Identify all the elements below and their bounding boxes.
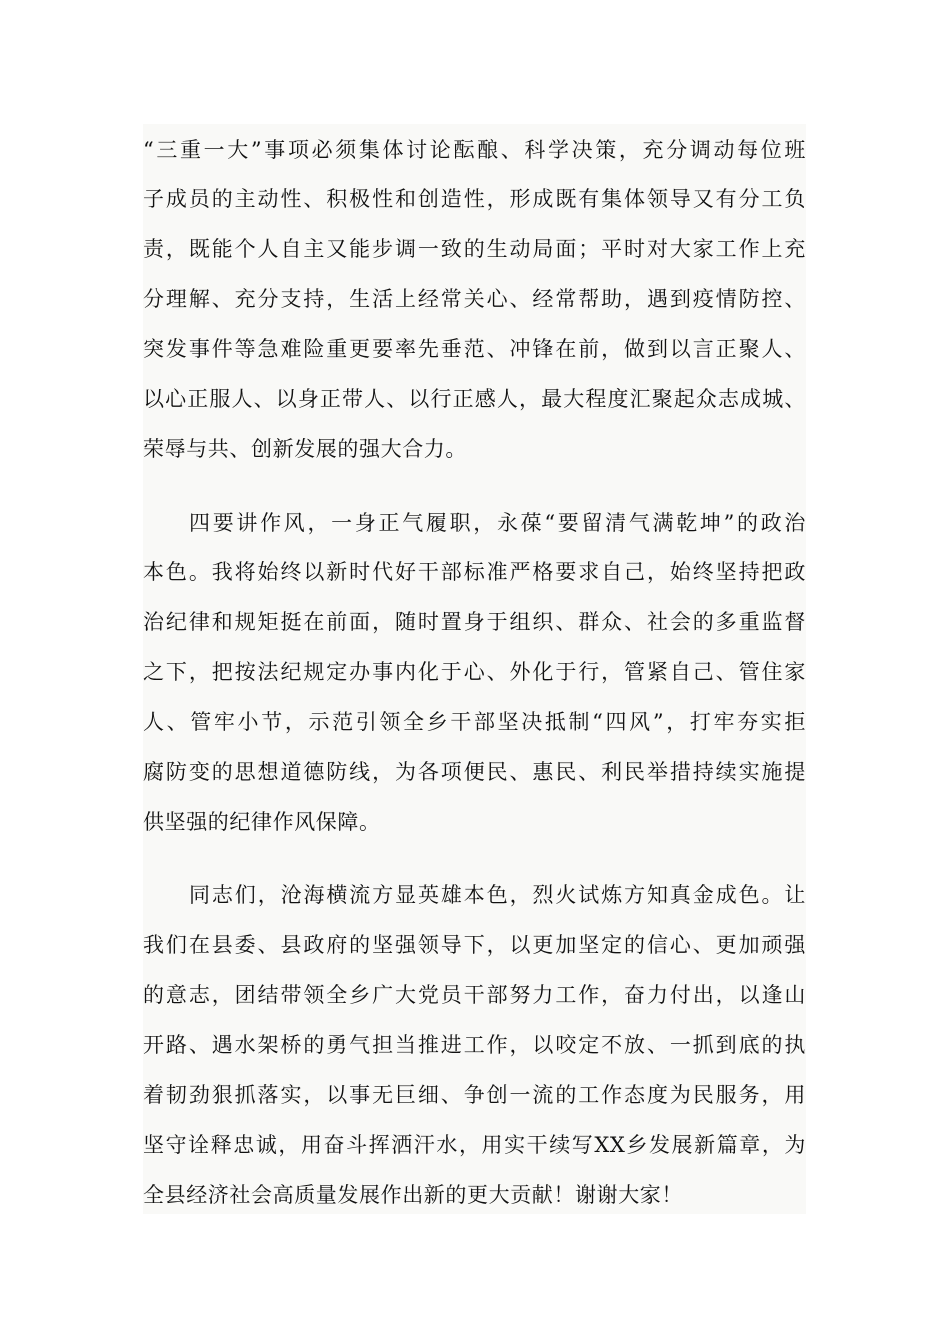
paragraph-line: 本色。我将始终以新时代好干部标准严格要求自己，始终坚持把政 bbox=[143, 560, 806, 584]
paragraph-line: 突发事件等急难险重更要率先垂范、冲锋在前，做到以言正聚人、 bbox=[143, 337, 806, 361]
paragraph-line: 的意志，团结带领全乡广大党员干部努力工作，奋力付出，以逢山 bbox=[143, 983, 806, 1007]
paragraph-line: 荣辱与共、创新发展的强大合力。 bbox=[143, 437, 467, 461]
paragraph-line: 人、管牢小节，示范引领全乡干部坚决抵制“四风”，打牢夯实拒 bbox=[143, 710, 806, 734]
paragraph-line: 分理解、充分支持，生活上经常关心、经常帮助，遇到疫情防控、 bbox=[143, 287, 806, 311]
paragraph-line: 开路、遇水架桥的勇气担当推进工作，以咬定不放、一抓到底的执 bbox=[143, 1033, 806, 1057]
document-body bbox=[143, 124, 806, 1214]
paragraph-line: 坚守诠释忠诚，用奋斗挥洒汗水，用实干续写XX乡发展新篇章，为 bbox=[143, 1133, 806, 1157]
paragraph-line: 四要讲作风，一身正气履职，永葆“要留清气满乾坤”的政治 bbox=[189, 511, 806, 535]
paragraph-line: 治纪律和规矩挺在前面，随时置身于组织、群众、社会的多重监督 bbox=[143, 610, 806, 634]
paragraph-line: 子成员的主动性、积极性和创造性，形成既有集体领导又有分工负 bbox=[143, 187, 806, 211]
paragraph-line: 着韧劲狠抓落实，以事无巨细、争创一流的工作态度为民服务，用 bbox=[143, 1083, 806, 1107]
paragraph-line: 以心正服人、以身正带人、以行正感人，最大程度汇聚起众志成城、 bbox=[143, 387, 806, 411]
paragraph-line: 全县经济社会高质量发展作出新的更大贡献！谢谢大家！ bbox=[143, 1183, 683, 1207]
paragraph-line: 供坚强的纪律作风保障。 bbox=[143, 810, 381, 834]
paragraph-line: 同志们，沧海横流方显英雄本色，烈火试炼方知真金成色。让 bbox=[189, 883, 806, 907]
paragraph-line: 责，既能个人自主又能步调一致的生动局面；平时对大家工作上充 bbox=[143, 237, 806, 261]
paragraph-line: 之下，把按法纪规定办事内化于心、外化于行，管紧自己、管住家 bbox=[143, 660, 806, 684]
paragraph-line: 我们在县委、县政府的坚强领导下，以更加坚定的信心、更加顽强 bbox=[143, 933, 806, 957]
paragraph-line: 腐防变的思想道德防线，为各项便民、惠民、利民举措持续实施提 bbox=[143, 760, 806, 784]
paragraph-line: “三重一大”事项必须集体讨论酝酿、科学决策，充分调动每位班 bbox=[143, 138, 806, 162]
